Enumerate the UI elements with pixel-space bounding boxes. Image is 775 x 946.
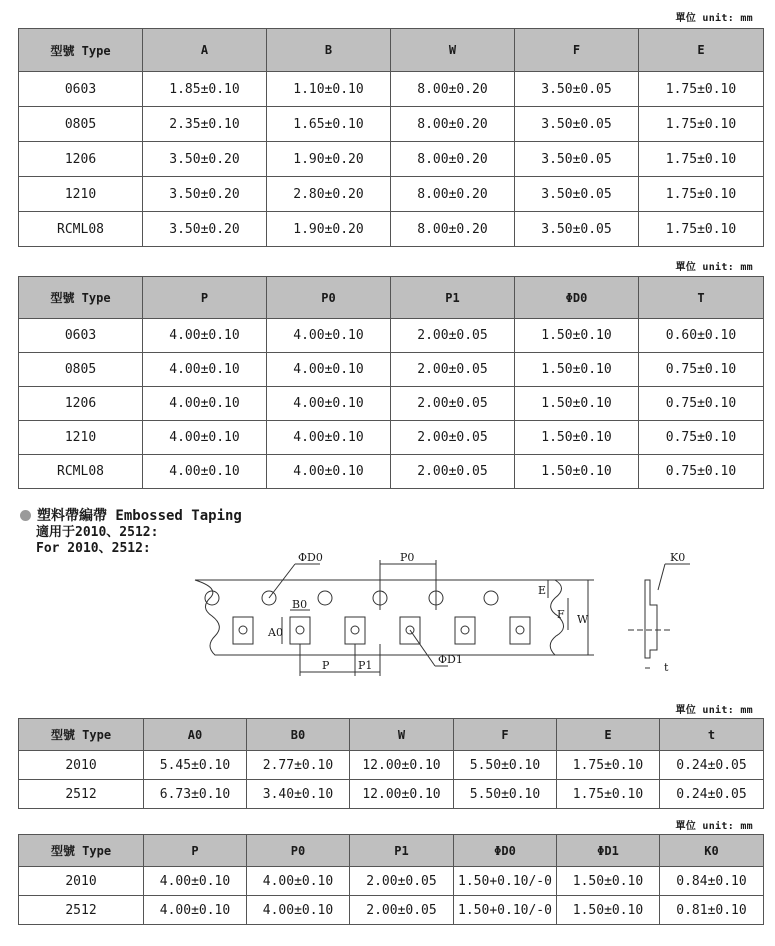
pocket-hole	[351, 626, 359, 634]
table-cell: 5.50±0.10	[454, 780, 557, 809]
k0-leader	[658, 564, 665, 590]
table-cell: 1206	[19, 142, 143, 177]
dimension-table-2	[18, 276, 764, 489]
table-cell: 3.50±0.20	[143, 212, 267, 247]
table-cell: 8.00±0.20	[391, 142, 515, 177]
pocket	[455, 617, 475, 644]
column-header: 型號 Type	[19, 719, 144, 751]
column-header: B	[267, 29, 391, 72]
table-cell: 1.10±0.10	[267, 72, 391, 107]
table-cell: 0805	[19, 107, 143, 142]
table-cell: 8.00±0.20	[391, 107, 515, 142]
applicable-cn: 適用于2010、2512:	[36, 525, 159, 540]
applicable-en: For 2010、2512:	[36, 541, 151, 556]
table-cell: 3.50±0.05	[515, 177, 639, 212]
pocket-hole	[516, 626, 524, 634]
column-header: E	[557, 719, 660, 751]
table-cell: 4.00±0.10	[144, 896, 247, 925]
table-header-row	[19, 277, 764, 319]
table-cell: 0603	[19, 319, 143, 353]
column-header: A0	[144, 719, 247, 751]
column-header: ΦD1	[557, 835, 660, 867]
pocket-hole	[296, 626, 304, 634]
table-cell: 1.75±0.10	[639, 107, 764, 142]
table-cell: 6.73±0.10	[144, 780, 247, 809]
table-cell: 1.75±0.10	[639, 212, 764, 247]
table-cell: 1.50±0.10	[515, 387, 639, 421]
table-cell: 0.75±0.10	[639, 353, 764, 387]
table-cell: 4.00±0.10	[143, 455, 267, 489]
column-header: t	[660, 719, 764, 751]
table-cell: 0603	[19, 72, 143, 107]
pocket-hole	[239, 626, 247, 634]
table-cell: 8.00±0.20	[391, 177, 515, 212]
table-cell: 3.50±0.20	[143, 177, 267, 212]
column-header: A	[143, 29, 267, 72]
table-cell: 2512	[19, 780, 144, 809]
column-header: 型號 Type	[19, 277, 143, 319]
tape-profile	[645, 580, 657, 658]
table-cell: 4.00±0.10	[267, 387, 391, 421]
sprocket-hole	[484, 591, 498, 605]
table-cell: 8.00±0.20	[391, 72, 515, 107]
table-row	[19, 896, 764, 925]
label-k0: K0	[670, 551, 686, 564]
column-header: F	[515, 29, 639, 72]
table-cell: 4.00±0.10	[143, 387, 267, 421]
table-cell: 5.50±0.10	[454, 751, 557, 780]
table-row	[19, 72, 764, 107]
pocket	[345, 617, 365, 644]
table-header-row	[19, 29, 764, 72]
label-w: W	[577, 613, 589, 626]
table-cell: 1.90±0.20	[267, 142, 391, 177]
label-p: P	[322, 659, 330, 672]
table-cell: 12.00±0.10	[350, 751, 454, 780]
dimension-table-1	[18, 28, 764, 247]
table-cell: 2.00±0.05	[391, 421, 515, 455]
table-cell: RCML08	[19, 455, 143, 489]
table-cell: 2.00±0.05	[350, 867, 454, 896]
column-header: F	[454, 719, 557, 751]
column-header: P1	[391, 277, 515, 319]
table-row	[19, 142, 764, 177]
table-cell: 0.75±0.10	[639, 387, 764, 421]
table-cell: 3.50±0.20	[143, 142, 267, 177]
table-cell: 1.75±0.10	[557, 751, 660, 780]
table-cell: 1.50+0.10/-0	[454, 896, 557, 925]
label-d1: ΦD1	[438, 653, 463, 666]
column-header: P0	[247, 835, 350, 867]
table-cell: 1210	[19, 177, 143, 212]
table-cell: 3.40±0.10	[247, 780, 350, 809]
unit-label-1: 單位 unit: mm	[675, 13, 753, 24]
label-f: F	[557, 608, 565, 621]
table-cell: 1.50+0.10/-0	[454, 867, 557, 896]
table-cell: 1206	[19, 387, 143, 421]
table-cell: 1.65±0.10	[267, 107, 391, 142]
table-cell: 8.00±0.20	[391, 212, 515, 247]
table-row	[19, 421, 764, 455]
tape-diagram	[0, 550, 775, 690]
column-header: B0	[247, 719, 350, 751]
table-cell: RCML08	[19, 212, 143, 247]
table-cell: 2.00±0.05	[350, 896, 454, 925]
table-cell: 3.50±0.05	[515, 212, 639, 247]
table-header-row	[19, 719, 764, 751]
label-e: E	[538, 584, 547, 597]
table-cell: 4.00±0.10	[143, 319, 267, 353]
table-cell: 2512	[19, 896, 144, 925]
column-header: ΦD0	[454, 835, 557, 867]
table-row	[19, 107, 764, 142]
pocket	[290, 617, 310, 644]
table-cell: 0.60±0.10	[639, 319, 764, 353]
unit-label-2: 單位 unit: mm	[675, 262, 753, 273]
label-p0: P0	[400, 551, 415, 564]
column-header: 型號 Type	[19, 835, 144, 867]
table-cell: 2.35±0.10	[143, 107, 267, 142]
column-header: P0	[267, 277, 391, 319]
table-cell: 1.50±0.10	[557, 896, 660, 925]
table-row	[19, 867, 764, 896]
table-row	[19, 353, 764, 387]
column-header: W	[350, 719, 454, 751]
table-cell: 3.50±0.05	[515, 72, 639, 107]
table-cell: 1.50±0.10	[515, 421, 639, 455]
table-cell: 4.00±0.10	[144, 867, 247, 896]
table-cell: 1.75±0.10	[639, 142, 764, 177]
table-cell: 1.50±0.10	[557, 867, 660, 896]
table-cell: 1.90±0.20	[267, 212, 391, 247]
table-row	[19, 455, 764, 489]
column-header: 型號 Type	[19, 29, 143, 72]
table-cell: 1210	[19, 421, 143, 455]
table-cell: 0.75±0.10	[639, 421, 764, 455]
table-cell: 0.81±0.10	[660, 896, 764, 925]
table-cell: 1.50±0.10	[515, 353, 639, 387]
table-cell: 1.75±0.10	[639, 177, 764, 212]
table-cell: 4.00±0.10	[267, 421, 391, 455]
table-cell: 2010	[19, 867, 144, 896]
table-row	[19, 751, 764, 780]
d0-leader	[269, 564, 295, 598]
table-cell: 0.84±0.10	[660, 867, 764, 896]
table-cell: 4.00±0.10	[267, 455, 391, 489]
sprocket-hole	[205, 591, 219, 605]
unit-label-3: 單位 unit: mm	[675, 705, 753, 716]
label-p1: P1	[358, 659, 373, 672]
dimension-table-3	[18, 718, 764, 809]
table-cell: 0805	[19, 353, 143, 387]
table-cell: 2.00±0.05	[391, 353, 515, 387]
table-cell: 2.77±0.10	[247, 751, 350, 780]
table-cell: 4.00±0.10	[267, 319, 391, 353]
table-cell: 1.85±0.10	[143, 72, 267, 107]
table-cell: 0.24±0.05	[660, 780, 764, 809]
table-cell: 4.00±0.10	[247, 896, 350, 925]
section-title-text: 塑料帶編帶 Embossed Taping	[37, 508, 242, 524]
label-t: t	[664, 661, 669, 674]
table-row	[19, 319, 764, 353]
table-cell: 2.00±0.05	[391, 387, 515, 421]
table-cell: 2.80±0.20	[267, 177, 391, 212]
table-cell: 2.00±0.05	[391, 319, 515, 353]
table-row	[19, 177, 764, 212]
table-cell: 3.50±0.05	[515, 142, 639, 177]
table-row	[19, 387, 764, 421]
table-cell: 3.50±0.05	[515, 107, 639, 142]
column-header: K0	[660, 835, 764, 867]
unit-label-4: 單位 unit: mm	[675, 821, 753, 832]
label-a0: A0	[268, 626, 283, 639]
column-header: ΦD0	[515, 277, 639, 319]
sprocket-hole	[318, 591, 332, 605]
label-b0: B0	[292, 598, 308, 611]
label-d0: ΦD0	[298, 551, 323, 564]
table-cell: 1.75±0.10	[557, 780, 660, 809]
column-header: P	[143, 277, 267, 319]
table-cell: 2.00±0.05	[391, 455, 515, 489]
dimension-table-4	[18, 834, 764, 925]
pocket	[510, 617, 530, 644]
pocket	[233, 617, 253, 644]
bullet-icon	[20, 510, 31, 521]
table-cell: 5.45±0.10	[144, 751, 247, 780]
table-cell: 1.75±0.10	[639, 72, 764, 107]
table-cell: 0.24±0.05	[660, 751, 764, 780]
d1-leader	[410, 630, 435, 666]
column-header: P1	[350, 835, 454, 867]
column-header: E	[639, 29, 764, 72]
column-header: T	[639, 277, 764, 319]
table-header-row	[19, 835, 764, 867]
pocket-hole	[461, 626, 469, 634]
table-cell: 1.50±0.10	[515, 319, 639, 353]
table-cell: 4.00±0.10	[143, 353, 267, 387]
table-cell: 2010	[19, 751, 144, 780]
table-cell: 0.75±0.10	[639, 455, 764, 489]
column-header: W	[391, 29, 515, 72]
column-header: P	[144, 835, 247, 867]
table-cell: 4.00±0.10	[143, 421, 267, 455]
table-row	[19, 212, 764, 247]
section-title	[20, 505, 242, 525]
table-cell: 12.00±0.10	[350, 780, 454, 809]
table-cell: 4.00±0.10	[247, 867, 350, 896]
table-cell: 1.50±0.10	[515, 455, 639, 489]
table-row	[19, 780, 764, 809]
table-cell: 4.00±0.10	[267, 353, 391, 387]
